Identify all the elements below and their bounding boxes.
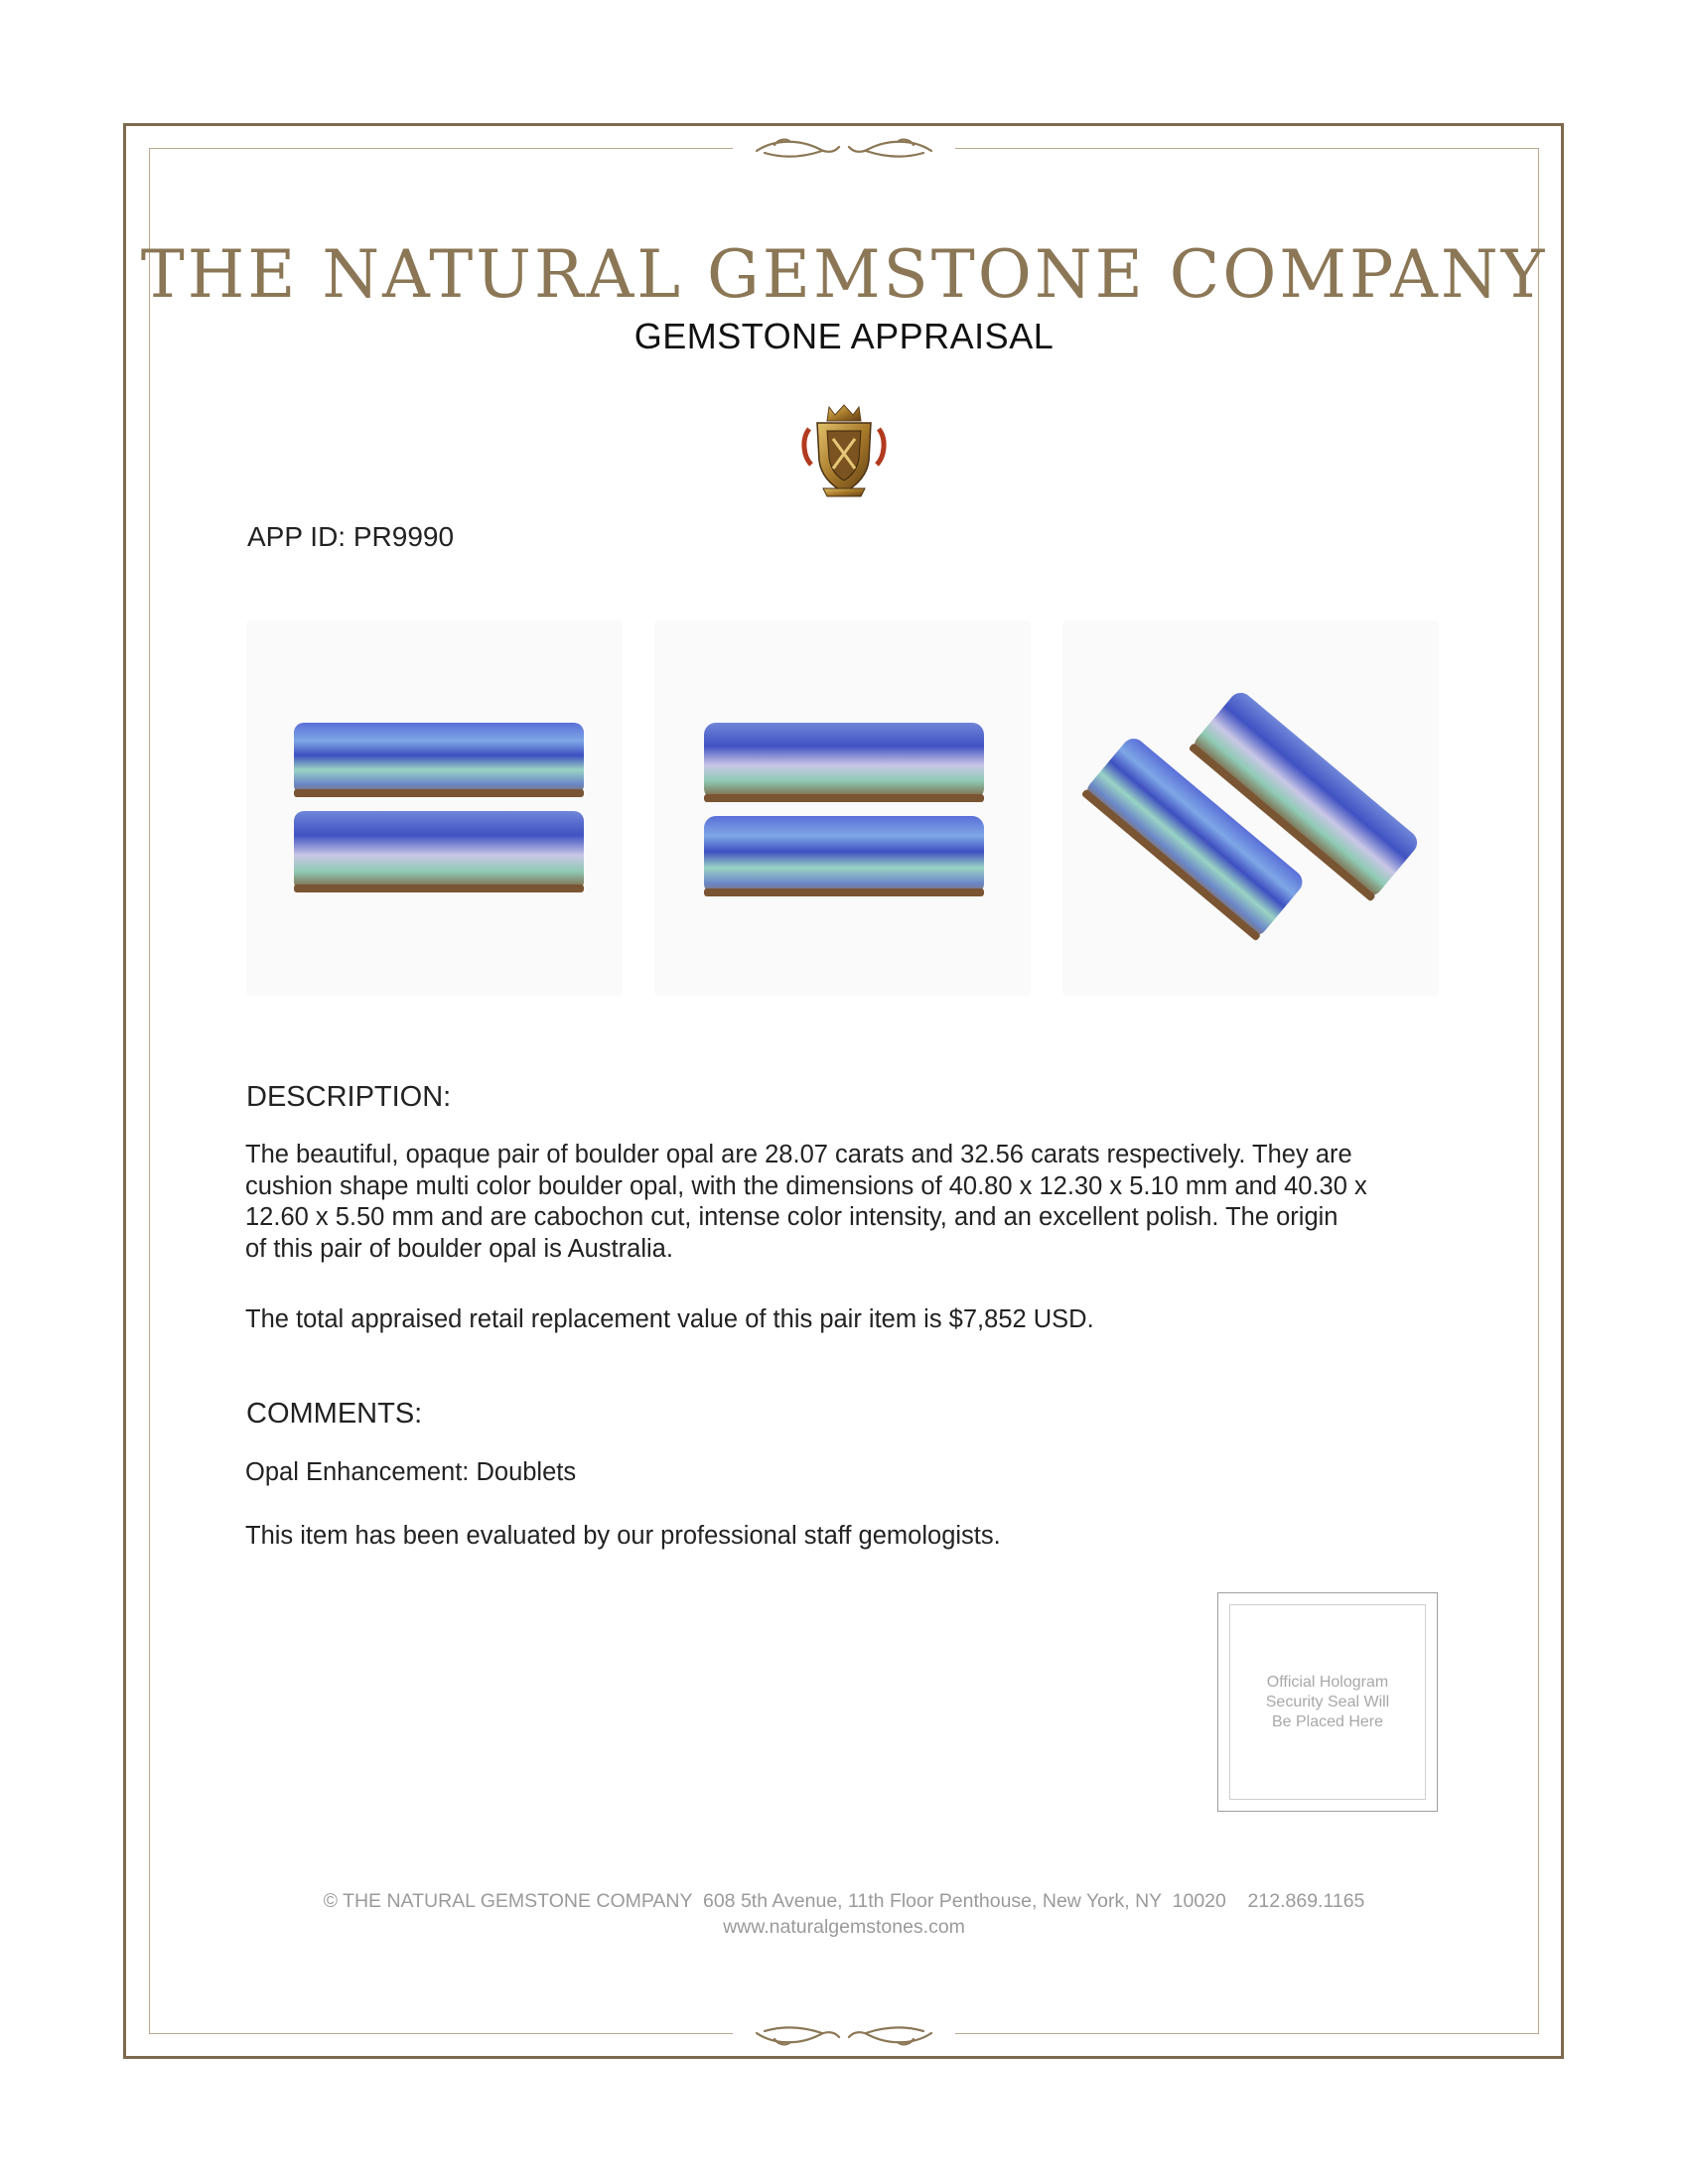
top-flourish-ornament	[733, 128, 955, 168]
description-heading: DESCRIPTION:	[246, 1081, 452, 1113]
seal-placeholder-text	[1253, 1673, 1402, 1732]
document-title: GEMSTONE APPRAISAL	[633, 316, 1055, 356]
footer-address: © THE NATURAL GEMSTONE COMPANY 608 5th Avenue, 11th Floor Penthouse, New York, NY 10020 212.869.1165	[323, 1890, 1365, 1912]
seal-line: Be Placed Here	[1271, 1712, 1384, 1730]
footer-website: www.naturalgemstones.com	[723, 1916, 965, 1938]
enhancement-note: Opal Enhancement: Doublets	[245, 1458, 577, 1486]
company-name: THE NATURAL GEMSTONE COMPANY	[140, 236, 1548, 313]
description-text	[245, 1140, 1462, 1265]
description-line: 12.60 x 5.50 mm and are cabochon cut, intense color intensity, and an excellent polish. The origin	[245, 1203, 1338, 1231]
description-line: cushion shape multi color boulder opal, with the dimensions of 40.80 x 12.30 x 5.10 mm and 40.30 x	[245, 1171, 1367, 1200]
description-line: The beautiful, opaque pair of boulder opal are 28.07 carats and 32.56 carats respectively. They are	[245, 1141, 1352, 1168]
gemstone-photo-3	[1062, 620, 1439, 996]
seal-line: Security Seal Will	[1265, 1693, 1390, 1710]
description-line: of this pair of boulder opal is Australia.	[245, 1234, 673, 1263]
gemstone-photo-2	[654, 620, 1031, 996]
comments-heading: COMMENTS:	[246, 1398, 423, 1430]
seal-line: Official Hologram	[1266, 1673, 1389, 1691]
app-id: APP ID: PR9990	[247, 521, 455, 552]
bottom-flourish-ornament	[733, 2016, 955, 2056]
appraised-value-statement: The total appraised retail replacement value of this pair item is $7,852 USD.	[245, 1305, 1094, 1333]
company-crest-logo	[799, 399, 889, 500]
hologram-seal-inner-border	[1229, 1604, 1426, 1800]
evaluation-note: This item has been evaluated by our professional staff gemologists.	[245, 1522, 1001, 1550]
hologram-seal-placeholder	[1217, 1592, 1438, 1812]
gemstone-photo-1	[246, 620, 623, 996]
